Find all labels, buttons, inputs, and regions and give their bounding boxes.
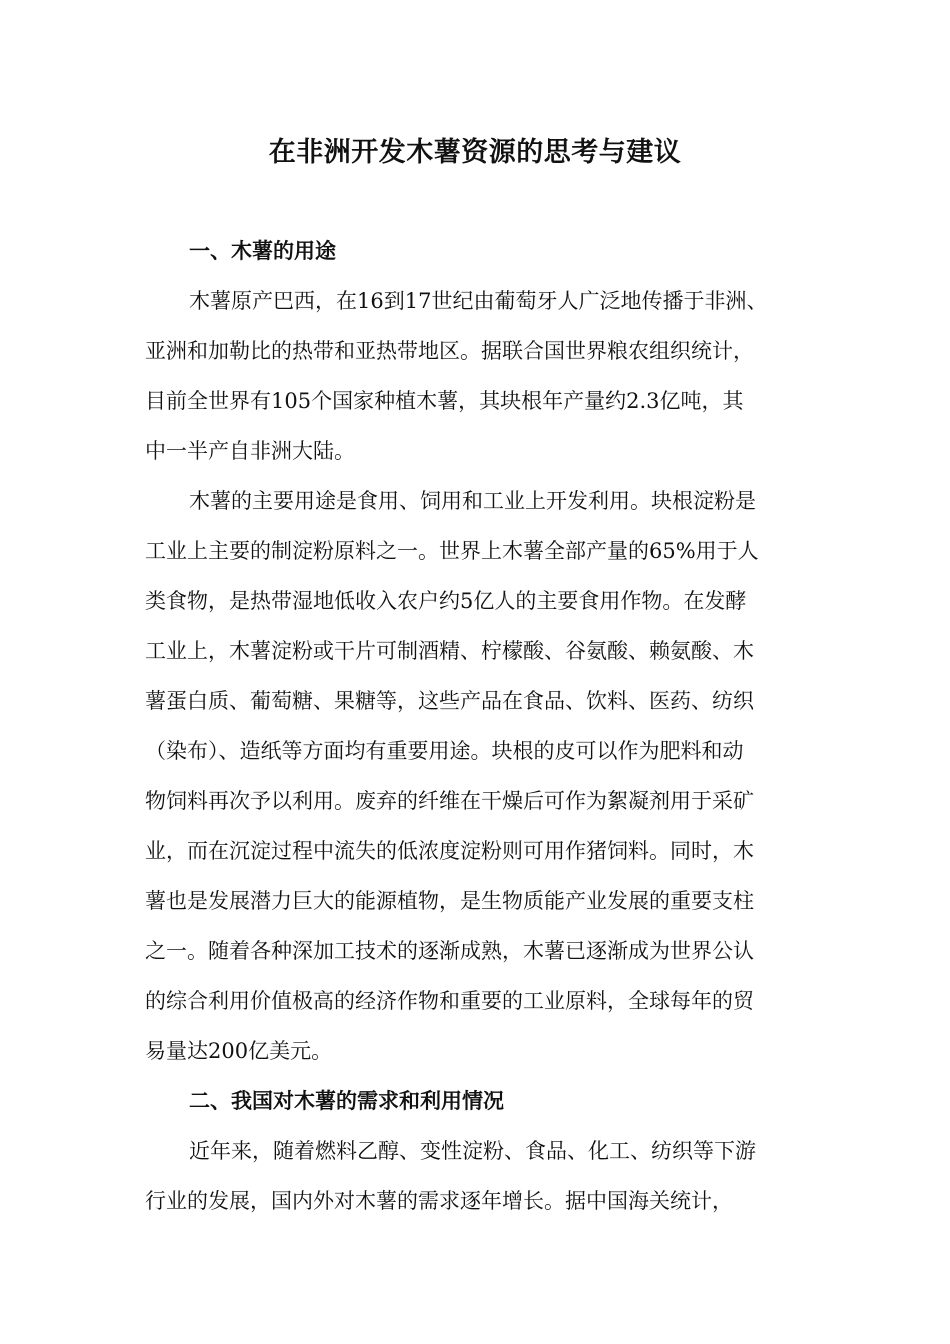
- paragraph-line: 亚洲和加勒比的热带和亚热带地区。据联合国世界粮农组织统计，: [145, 339, 754, 363]
- paragraph-origin: [145, 276, 809, 476]
- paragraph-line: 行业的发展，国内外对木薯的需求逐年增长。据中国海关统计，: [145, 1189, 733, 1213]
- paragraph-line: 物饲料再次予以利用。废弃的纤维在干燥后可作为絮凝剂用于采矿: [145, 789, 754, 813]
- paragraph-line: 近年来，随着燃料乙醇、变性淀粉、食品、化工、纺织等下游: [189, 1139, 756, 1163]
- paragraph-line: 业，而在沉淀过程中流失的低浓度淀粉则可用作猪饲料。同时，木: [145, 839, 754, 863]
- paragraph-line: （染布）、造纸等方面均有重要用途。块根的皮可以作为肥料和动: [145, 739, 744, 763]
- paragraph-line: 中一半产自非洲大陆。: [145, 439, 355, 463]
- paragraph-main-uses: [145, 476, 809, 1076]
- paragraph-line: 工业上，木薯淀粉或干片可制酒精、柠檬酸、谷氨酸、赖氨酸、木: [145, 639, 754, 663]
- paragraph-line: 木薯的主要用途是食用、饲用和工业上开发利用。块根淀粉是: [189, 489, 756, 513]
- document-body: [145, 226, 809, 1226]
- paragraph-line: 易量达200亿美元。: [145, 1039, 333, 1063]
- paragraph-line: 薯也是发展潜力巨大的能源植物，是生物质能产业发展的重要支柱: [145, 889, 754, 913]
- paragraph-line: 工业上主要的制淀粉原料之一。世界上木薯全部产量的65%用于人: [145, 539, 759, 563]
- paragraph-line: 的综合利用价值极高的经济作物和重要的工业原料，全球每年的贸: [145, 989, 754, 1013]
- section-heading-china-demand: 二、我国对木薯的需求和利用情况: [189, 1088, 504, 1113]
- paragraph-line: 之一。随着各种深加工技术的逐渐成熟，木薯已逐渐成为世界公认: [145, 939, 754, 963]
- paragraph-line: 目前全世界有105个国家种植木薯，其块根年产量约2.3亿吨，其: [145, 389, 744, 413]
- paragraph-line: 薯蛋白质、葡萄糖、果糖等，这些产品在食品、饮料、医药、纺织: [145, 689, 754, 713]
- paragraph-line: 木薯原产巴西，在16到17世纪由葡萄牙人广泛地传播于非洲、: [189, 289, 768, 313]
- paragraph-demand: [145, 1126, 809, 1226]
- section-heading-uses: 一、木薯的用途: [189, 238, 336, 263]
- paragraph-line: 类食物，是热带湿地低收入农户约5亿人的主要食用作物。在发酵: [145, 589, 747, 613]
- document-title: 在非洲开发木薯资源的思考与建议: [268, 137, 682, 168]
